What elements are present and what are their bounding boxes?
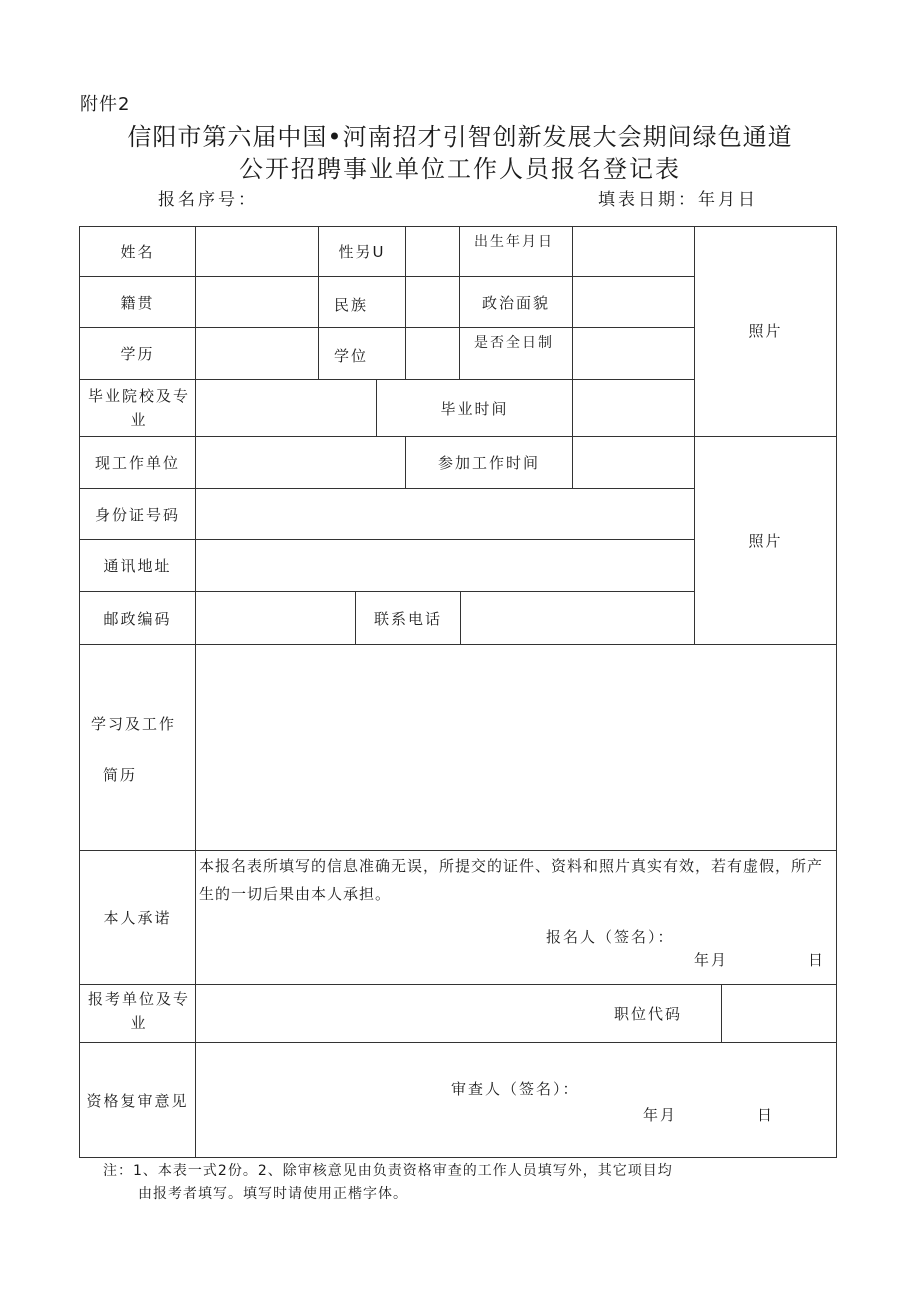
name-label: 姓名 [120,243,155,261]
serial-number-label: 报名序号： [158,190,258,210]
phone-label: 联系电话 [373,609,442,628]
apply-unit-major-label: 报考单位及专业 [87,990,190,1032]
fulltime-label: 是否全日制 [474,335,554,351]
col-divider [572,226,573,488]
resume-label-line2: 简历 [103,766,138,784]
education-label: 学历 [120,345,155,363]
resume-label-line1: 学习及工作 [91,715,177,733]
pledge-date-day: 日 [808,951,826,969]
col-divider [721,984,722,1042]
fill-date-label: 填表日期：年月日 [598,190,758,210]
row-divider [79,984,837,985]
address-label: 通讯地址 [103,557,172,575]
col-divider [195,226,196,1158]
position-code-label: 职位代码 [614,1005,683,1023]
pledge-label: 本人承诺 [103,909,172,927]
footer-note-line2: 由报考者填写。填写时请使用正楷字体。 [138,1186,408,1202]
col-divider [694,226,695,644]
ethnicity-label: 民族 [334,296,369,314]
degree-label: 学位 [334,347,369,365]
form-title-line2: 公开招聘事业单位工作人员报名登记表 [239,155,681,183]
gender-label: 性另U [338,243,386,261]
row-divider [79,644,837,645]
native-place-label: 籍贯 [120,293,155,312]
reviewer-signature-label: 审查人（签名）： [451,1080,580,1098]
photo-placeholder-2: 照片 [748,531,783,550]
work-unit-label: 现工作单位 [94,454,180,472]
col-divider [460,591,461,644]
review-label: 资格复审意见 [86,1091,189,1110]
annex-label: 附件2 [80,94,131,115]
id-number-label: 身份证号码 [94,505,180,524]
pledge-date-year-month: 年月 [694,951,729,969]
table-border-bottom [79,1157,837,1158]
pledge-text: 本报名表所填写的信息准确无误，所提交的证件、资料和照片真实有效，若有虚假，所产生的一切后果由本人承担。 [199,857,824,903]
school-major-label: 毕业院校及专业 [87,387,190,429]
table-border-right [836,226,837,1158]
postcode-label: 邮政编码 [103,609,172,628]
work-start-label: 参加工作时间 [437,454,540,472]
photo-placeholder: 照片 [748,321,783,340]
col-divider [405,226,406,379]
footer-note-line1: 注：1、本表一式2份。2、除审核意见由负责资格审查的工作人员填写外，其它项目均 [103,1163,673,1179]
birth-date-label: 出生年月日 [474,234,554,250]
form-title-line1: 信阳市第六届中国•河南招才引智创新发展大会期间绿色通道 [127,123,793,151]
applicant-signature-label: 报名人（签名）： [546,928,675,946]
review-date-day: 日 [757,1106,775,1124]
graduation-time-label: 毕业时间 [440,399,509,418]
review-date-year-month: 年月 [643,1106,678,1124]
political-status-label: 政治面貌 [481,293,550,312]
